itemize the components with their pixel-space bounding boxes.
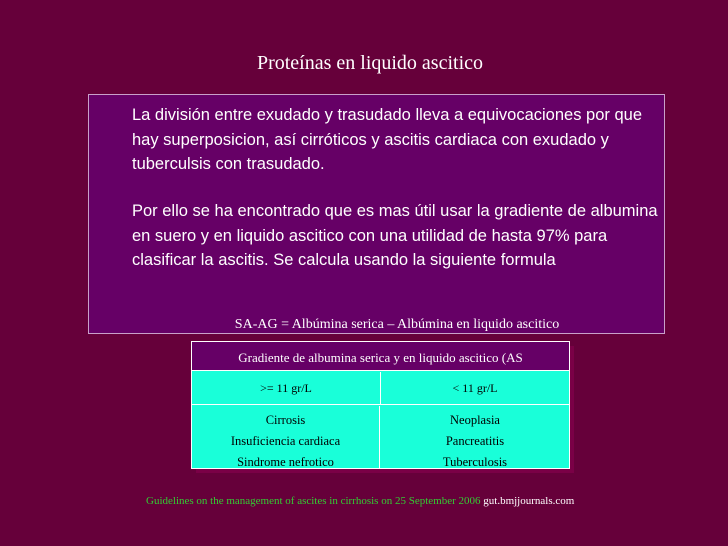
guideline-reference: Guidelines on the management of ascites in cirrhosis on 25 September 2006 — [146, 495, 481, 507]
col2-item-neoplasia: Neoplasia — [450, 413, 500, 427]
slide-title: Proteínas en liquido ascitico — [256, 52, 484, 74]
col1-body — [192, 406, 380, 468]
col2-body — [381, 406, 569, 468]
footer — [146, 495, 574, 507]
col1-item-sindrome: Sindrome nefrotico — [237, 455, 334, 469]
formula-text: SA-AG = Albúmina serica – Albúmina en liquido ascitico — [234, 317, 560, 332]
col2-item-tuberculosis: Tuberculosis — [442, 455, 508, 469]
paragraph-1: La división entre exudado y trasudado lleva a equivocaciones por que hay superposicion, así cirróticos y ascitis cardiaca con exudado y tuberculsis con trasudado. — [132, 106, 643, 173]
gradient-table — [191, 341, 570, 469]
paragraph-2: Por ello se ha encontrado que es mas útil usar la gradiente de albumina en suero y en liquido ascitico con una utilidad de hasta 97% para clasificar la ascitis. Se calcula usando la siguiente formula — [132, 202, 658, 269]
source-link[interactable]: gut.bmjjournals.com — [483, 495, 575, 507]
col1-item-insuficiencia: Insuficiencia cardiaca — [230, 434, 341, 448]
text-box — [88, 94, 665, 334]
col1-header: >= 11 gr/L — [192, 372, 381, 405]
col2-item-pancreatitis: Pancreatitis — [445, 434, 505, 448]
table-header: Gradiente de albumina serica y en liquido ascitico (AS — [192, 342, 569, 371]
col1-item-cirrosis: Cirrosis — [265, 413, 306, 427]
col2-header: < 11 gr/L — [381, 372, 569, 405]
